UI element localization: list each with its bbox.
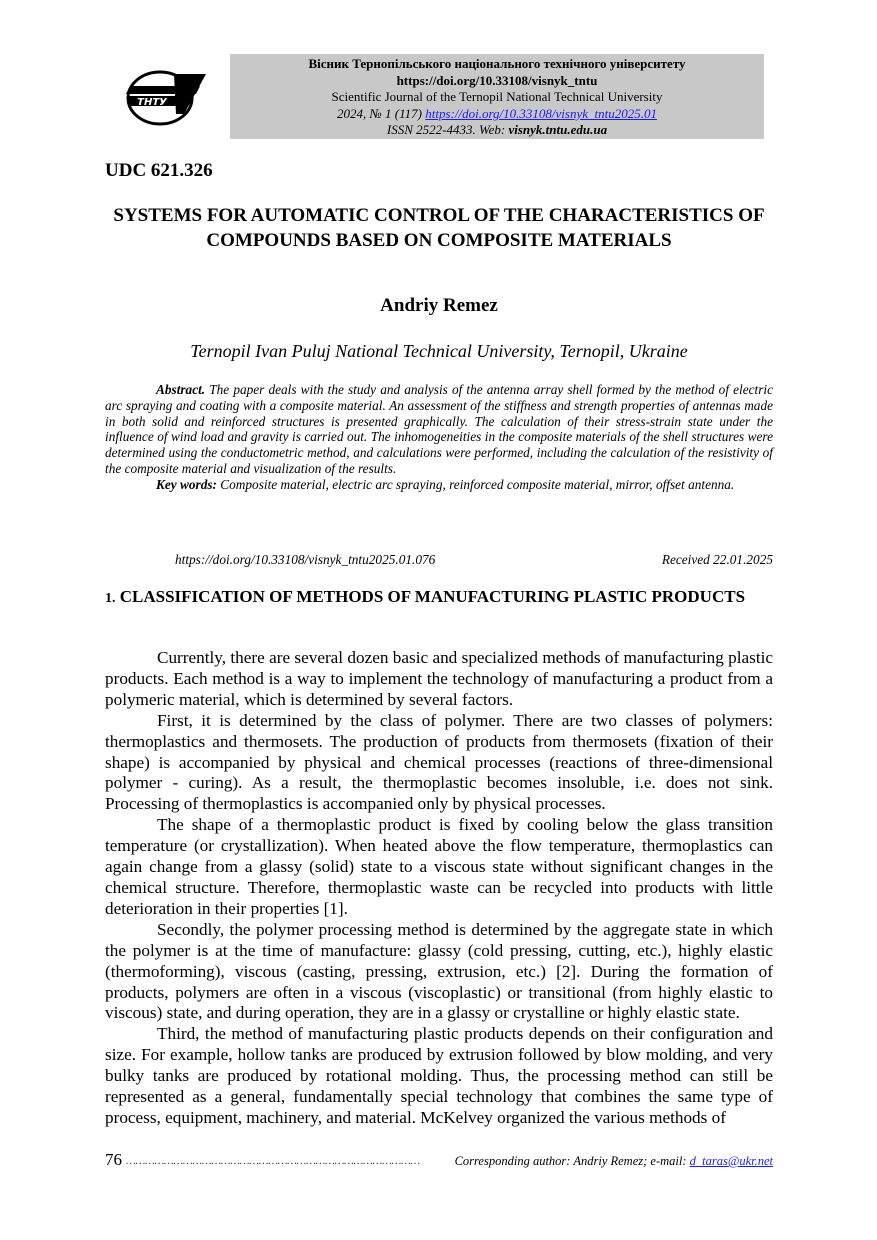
section-number: 1.	[105, 591, 116, 606]
article-doi[interactable]: https://doi.org/10.33108/visnyk_tntu2025.01.076	[175, 552, 436, 567]
footer-dots: …………………………………………………………………………………	[126, 1155, 420, 1167]
page-footer	[105, 1150, 773, 1170]
keywords-label: Key words:	[156, 476, 217, 492]
paragraph: Currently, there are several dozen basic and specialized methods of manufacturing plastic products. Each method is a way to implement the technology of manufacturing a product from a polymeric material, which is determined by several factors.	[105, 648, 773, 709]
journal-name-en: Scientific Journal of the Ternopil National Technical University	[331, 89, 663, 105]
page-number: 76	[105, 1150, 122, 1169]
paper-title: SYSTEMS FOR AUTOMATIC CONTROL OF THE CHARACTERISTICS OF COMPOUNDS BASED ON COMPOSITE MATERIALS	[113, 205, 765, 251]
abstract-paragraph	[105, 382, 773, 477]
affiliation: Ternopil Ivan Puluj National Technical University, Ternopil, Ukraine	[190, 341, 688, 361]
university-logo	[122, 62, 206, 128]
section-title: CLASSIFICATION OF METHODS OF MANUFACTURING PLASTIC PRODUCTS	[115, 587, 746, 606]
journal-doi: https://doi.org/10.33108/visnyk_tntu	[396, 72, 598, 88]
paragraph: First, it is determined by the class of polymer. There are two classes of polymers: thermoplastics and thermosets. The production of products from thermosets (fixation of their shape) is accompanied by physical and chemical processes (reactions of three-dimensional polymer - curing). As a result, the thermoplastic becomes insoluble, i.e. does not sink. Processing of thermoplastics is accompanied only by physical processes.	[105, 710, 773, 814]
logo-text: ТНТУ	[137, 97, 167, 108]
abstract-text: The paper deals with the study and analysis of the antenna array shell formed by the method of electric arc spraying and coating with a composite material. An assessment of the stiffness and strength properties of antennas made in both solid and reinforced structures is presented graphically. The calculation of their stress-strain state under the influence of wind load and gravity is carried out. The inhomogeneities in the composite materials of the shell structures were determined using the conductometric method, and calculations were performed, including the calculation of the resistivity of the composite material and visualization of the results.	[105, 382, 773, 476]
author-name: Andriy Remez	[380, 295, 498, 316]
journal-header	[230, 54, 764, 139]
body-text	[105, 648, 773, 1129]
abstract-label: Abstract.	[156, 382, 206, 397]
udc-code: UDC 621.326	[105, 160, 213, 181]
paragraph: Secondly, the polymer processing method is determined by the aggregate state in which the polymer is at the time of manufacture: glassy (cold pressing, cutting, etc.), highly elastic (thermoforming), viscous (casting, pressing, extrusion, etc.) [2]. During the formation of products, polymers are often in a viscous (viscoplastic) or transitional (from highly elastic to viscous) state, and during operation, they are in a glassy or crystalline or highly elastic state.	[105, 919, 773, 1023]
paragraph: Third, the method of manufacturing plastic products depends on their configuration and size. For example, hollow tanks are produced by extrusion followed by blow molding, and very bulky tanks are produced by rotational molding. Thus, the processing method can still be represented as a general, fundamentally special technology that combines the same type of process, equipment, machinery, and material. McKelvey organized the various methods of	[105, 1024, 773, 1127]
issue-line: 2024, № 1 (117) https://doi.org/10.33108/visnyk_tntu2025.01	[337, 105, 657, 121]
received-date: Received 22.01.2025	[661, 552, 773, 567]
corresponding-author: Corresponding author: Andriy Remez; e-mail: d_taras@ukr.net	[454, 1154, 773, 1168]
section-heading	[105, 586, 773, 609]
issue-doi-link[interactable]: https://doi.org/10.33108/visnyk_tntu2025.01	[425, 105, 657, 121]
journal-name-ua: Вісник Тернопільського національного технічного університету	[308, 56, 686, 71]
keywords-paragraph	[105, 477, 773, 493]
author-email-link[interactable]: d_taras@ukr.net	[689, 1154, 773, 1168]
abstract-block	[105, 382, 773, 493]
keywords-text: Composite material, electric arc spraying, reinforced composite material, mirror, offset antenna.	[216, 476, 735, 492]
paragraph: The shape of a thermoplastic product is fixed by cooling below the glass transition temperature (or crystallization). When heated above the flow temperature, thermoplastics can again change from a glassy (solid) state to a viscous state without significant changes in the chemical structure. Therefore, thermoplastic waste can be recycled into products with little deterioration in their properties [1].	[105, 815, 773, 918]
journal-website[interactable]: visnyk.tntu.edu.ua	[508, 122, 608, 138]
issn-line: ISSN 2522-4433. Web: visnyk.tntu.edu.ua	[386, 122, 608, 138]
